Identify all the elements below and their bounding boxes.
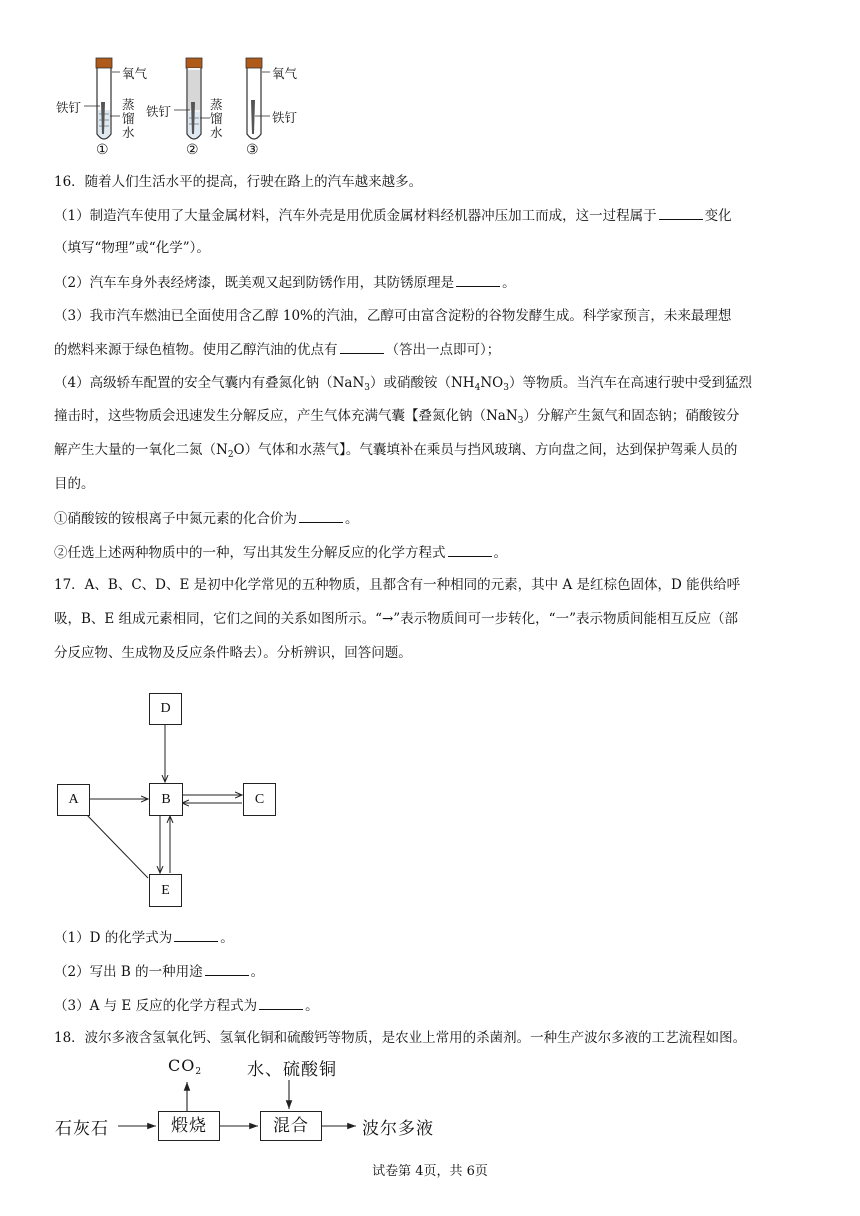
q17-part3: （3）A 与 E 反应的化学方程式为 。 [54, 995, 814, 1016]
oxygen-label-1: 氧气 [122, 66, 148, 81]
co2-label: $CO_2$ [168, 1056, 203, 1077]
q17-stem-line3: 分反应物、生成物及反应条件略去）。分析辨识，回答问题。 [54, 645, 412, 661]
q16-part4-line3: 解产生大量的一氧化二氮$(N_2O)$气体和水蒸气】。气囊填补在乘员与挡风玻璃、方向盘之间，达到保护驾乘人员的 [54, 442, 738, 460]
node-a: A [57, 784, 90, 816]
product-label: 波尔多液 [362, 1119, 434, 1139]
nail-label-3: 铁钉 [272, 110, 298, 125]
q16-part1-line1: （1）制造汽车使用了大量金属材料，汽车外壳是用优质金属材料经机器冲压加工而成，这一过程属于 变化 [54, 205, 814, 226]
input-label: 水、硫酸铜 [247, 1060, 337, 1080]
q17-stem-line2: 吸，B、E 组成元素相同，它们之间的关系如图所示。“→”表示物质间可一步转化，“一”表示物质间能相互反应（部 [54, 611, 738, 627]
q16-part4-line4: 目的。 [54, 476, 95, 492]
tube-number-3: ③ [246, 142, 259, 158]
node-e: E [149, 874, 182, 907]
tube-number-2: ② [186, 142, 199, 158]
page-footer: 试卷第 4页，共 6页 [372, 1164, 488, 1179]
nail-label-2: 铁钉 [146, 104, 172, 119]
tube-number-1: ① [96, 142, 109, 158]
q17-stem-line1: 17．A、B、C、D、E 是初中化学常见的五种物质，且都含有一种相同的元素，其中 A 是红棕色固体，D 能供给呼 [54, 577, 741, 593]
node-b: B [149, 783, 183, 816]
q16-part2: （2）汽车车身外表经烤漆，既美观又起到防锈作用，其防锈原理是 。 [54, 272, 814, 293]
oxygen-label-3: 氧气 [272, 66, 298, 81]
q16-sub1: ①硝酸铵的铵根离子中氮元素的化合价为 。 [54, 508, 814, 529]
q16-part3-line2: 的燃料来源于绿色植物。使用乙醇汽油的优点有 （答出一点即可）； [54, 339, 814, 360]
q16-part4-line1: （4）高级轿车配置的安全气囊内有叠氮化钠（NaN$_3$）或硝酸铵$(NH_4NO_3)$等物质。当汽车在高速行驶中受到猛烈 [54, 375, 752, 393]
step-mix-box: 混合 [260, 1111, 322, 1141]
raw-material-label: 石灰石 [55, 1119, 109, 1139]
q16-part4-line2: 撞击时，这些物质会迅速发生分解反应，产生气体充满气囊【叠氮化钠（NaN$_3$）分解产生氮气和固态钠；硝酸铵分 [54, 408, 740, 426]
q18-stem: 18．波尔多液含氢氧化钙、氢氧化铜和硫酸钙等物质，是农业上常用的杀菌剂。一种生产波尔多液的工艺流程如图。 [54, 1030, 747, 1046]
q17-part2: （2）写出 B 的一种用途 。 [54, 961, 814, 982]
node-d: D [149, 693, 182, 725]
q17-part1: （1）D 的化学式为 。 [54, 927, 814, 948]
q16-sub2: ②任选上述两种物质中的一种，写出其发生分解反应的化学方程式 。 [54, 542, 814, 563]
nail-label-1: 铁钉 [56, 100, 82, 115]
water-label-2: 蒸 馏 水 [210, 97, 223, 140]
q16-stem: 16．随着人们生活水平的提高，行驶在路上的汽车越来越多。 [54, 174, 423, 190]
q16-part1-line2: （填写“物理”或“化学”）。 [54, 240, 210, 256]
node-c: C [243, 783, 276, 816]
water-label-1: 蒸 馏 水 [122, 97, 135, 140]
q16-part3-line1: （3）我市汽车燃油已全面使用含乙醇 10%的汽油，乙醇可由富含淀粉的谷物发酵生成。科学家预言，未来最理想 [54, 308, 732, 324]
step-calcine-box: 煅烧 [158, 1111, 220, 1141]
